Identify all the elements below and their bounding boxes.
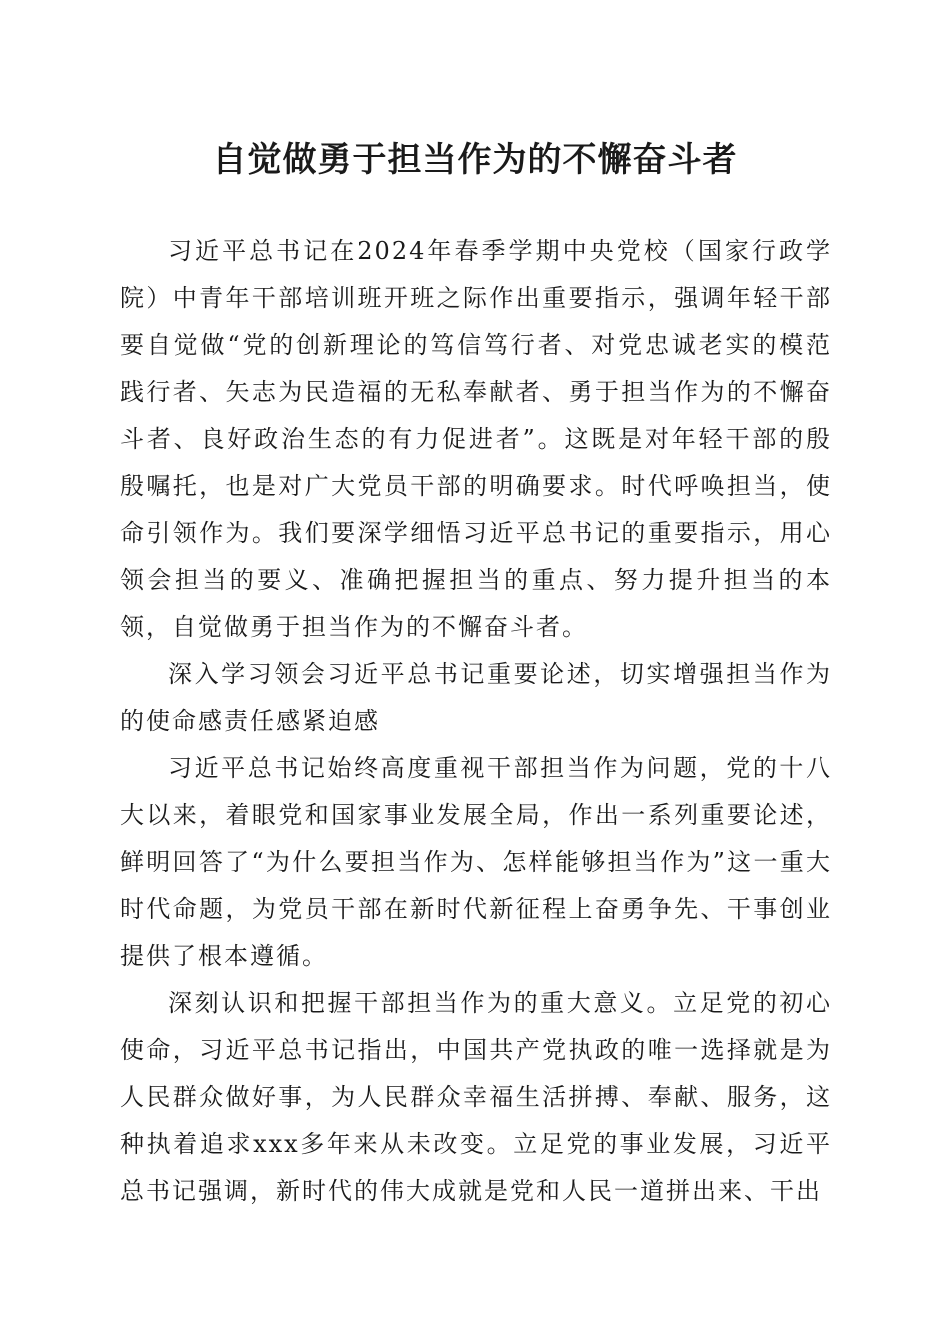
- document-title: 自觉做勇于担当作为的不懈奋斗者: [212, 140, 738, 180]
- paragraph-significance: 深刻认识和把握干部担当作为的重大意义。立足党的初心使命，习近平总书记指出，中国共产党执政的唯一选择就是为人民群众做好事，为人民群众幸福生活拼搏、奉献、服务，这种执着追求xxx多年来从未改变。立足党的事业发展，习近平总书记强调，新时代的伟大成就是党和人民一道拼出来、干出: [120, 989, 832, 1205]
- section-heading: 深入学习领会习近平总书记重要论述，切实增强担当作为的使命感责任感紧迫感: [120, 660, 832, 735]
- paragraph-intro: 习近平总书记在2024年春季学期中央党校（国家行政学院）中青年干部培训班开班之际作出重要指示，强调年轻干部要自觉做“党的创新理论的笃信笃行者、对党忠诚老实的模范践行者、矢志为民造福的无私奉献者、勇于担当作为的不懈奋斗者、良好政治生态的有力促进者”。这既是对年轻干部的殷殷嘱托，也是对广大党员干部的明确要求。时代呼唤担当，使命引领作为。我们要深学细悟习近平总书记的重要指示，用心领会担当的要义、准确把握担当的重点、努力提升担当的本领，自觉做勇于担当作为的不懈奋斗者。: [120, 237, 832, 641]
- paragraph-overview: 习近平总书记始终高度重视干部担当作为问题，党的十八大以来，着眼党和国家事业发展全局，作出一系列重要论述，鲜明回答了“为什么要担当作为、怎样能够担当作为”这一重大时代命题，为党员干部在新时代新征程上奋勇争先、干事创业提供了根本遵循。: [120, 754, 832, 970]
- document-body: [120, 228, 832, 1215]
